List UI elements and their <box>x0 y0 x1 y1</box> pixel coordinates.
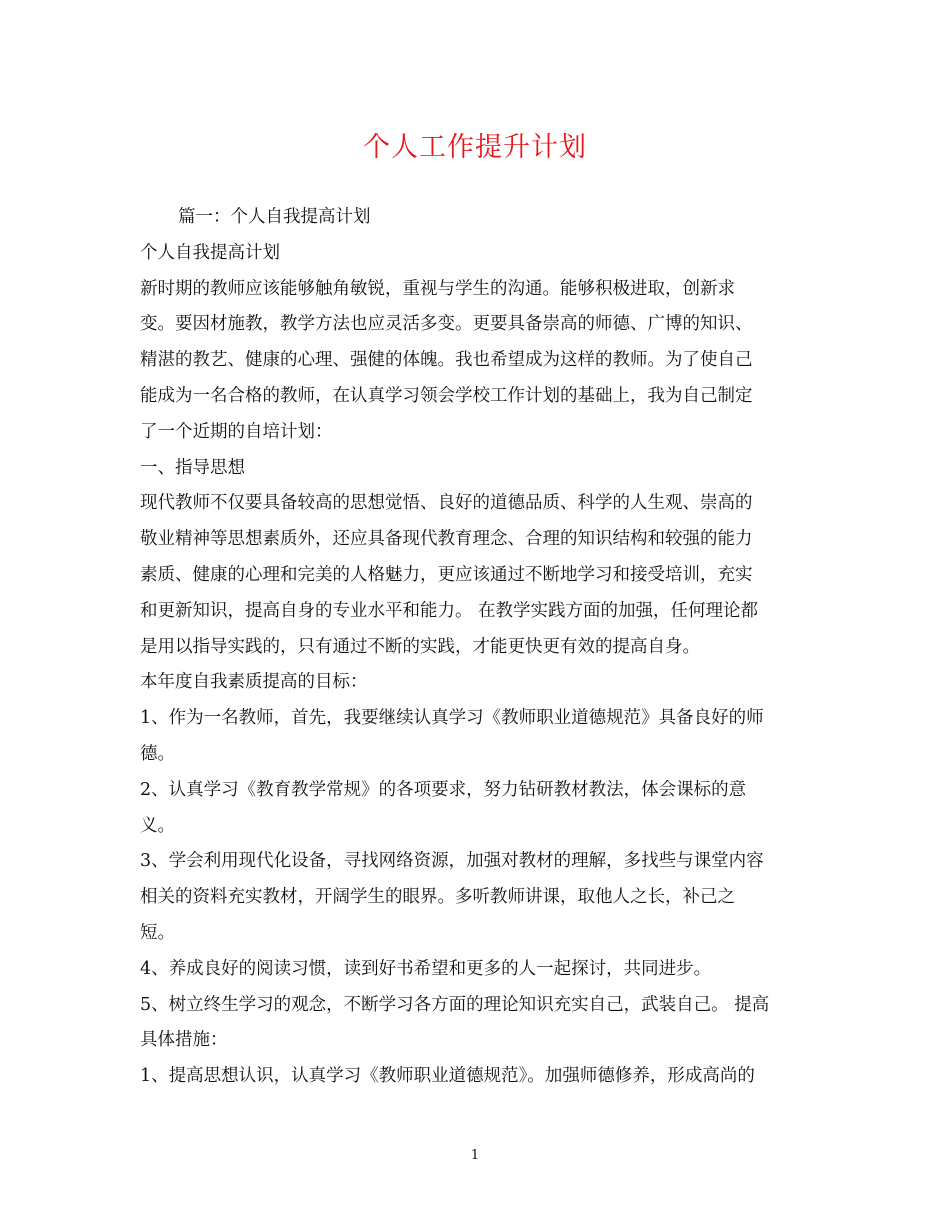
text-line: 本年度自我素质提高的目标： <box>140 672 368 693</box>
text-line: 新时期的教师应该能够触角敏锐，重视与学生的沟通。能够积极进取，创新求 <box>140 278 735 299</box>
text-line: 个人自我提高计划 <box>140 242 280 263</box>
text-line: 精湛的教艺、健康的心理、强健的体魄。我也希望成为这样的教师。为了使自己 <box>140 350 753 371</box>
text-line: 义。 <box>140 815 175 836</box>
text-line: 敬业精神等思想素质外，还应具备现代教育理念、合理的知识结构和较强的能力 <box>140 529 753 550</box>
text-line: 3、学会利用现代化设备，寻找网络资源，加强对教材的理解，多找些与课堂内容 <box>140 851 764 872</box>
text-line: 短。 <box>140 922 175 943</box>
text-line: 德。 <box>140 743 175 764</box>
text-line: 现代教师不仅要具备较高的思想觉悟、良好的道德品质、科学的人生观、崇高的 <box>140 493 753 514</box>
text-line: 是用以指导实践的，只有通过不断的实践，才能更快更有效的提高自身。 <box>140 636 700 657</box>
text-line: 1、作为一名教师，首先，我要继续认真学习《教师职业道德规范》具备良好的师 <box>140 708 764 729</box>
text-line: 1、提高思想认识，认真学习《教师职业道德规范》。加强师德修养，形成高尚的 <box>140 1066 755 1087</box>
section-heading: 篇一：个人自我提高计划 <box>178 207 371 227</box>
text-line: 变。要因材施教，教学方法也应灵活多变。更要具备崇高的师德、广博的知识、 <box>140 314 753 335</box>
page-number: 1 <box>470 1148 480 1163</box>
text-line: 能成为一名合格的教师，在认真学习领会学校工作计划的基础上，我为自己制定 <box>140 385 753 406</box>
text-line: 一、指导思想 <box>140 457 245 478</box>
text-line: 相关的资料充实教材，开阔学生的眼界。多听教师讲课，取他人之长，补己之 <box>140 887 735 908</box>
document-body <box>140 200 808 1095</box>
text-line: 具体措施： <box>140 1030 228 1051</box>
document-title: 个人工作提升计划 <box>363 132 587 163</box>
text-line: 5、树立终生学习的观念，不断学习各方面的理论知识充实自己，武装自己。 提高 <box>140 994 770 1015</box>
text-line: 4、养成良好的阅读习惯，读到好书希望和更多的人一起探讨，共同进步。 <box>140 958 712 979</box>
text-line: 和更新知识，提高自身的专业水平和能力。 在教学实践方面的加强，任何理论都 <box>140 600 759 621</box>
text-line: 素质、健康的心理和完美的人格魅力，更应该通过不断地学习和接受培训，充实 <box>140 564 753 585</box>
text-line: 了一个近期的自培计划： <box>140 421 333 442</box>
text-line: 2、认真学习《教育教学常规》的各项要求，努力钻研教材教法，体会课标的意 <box>140 779 747 800</box>
